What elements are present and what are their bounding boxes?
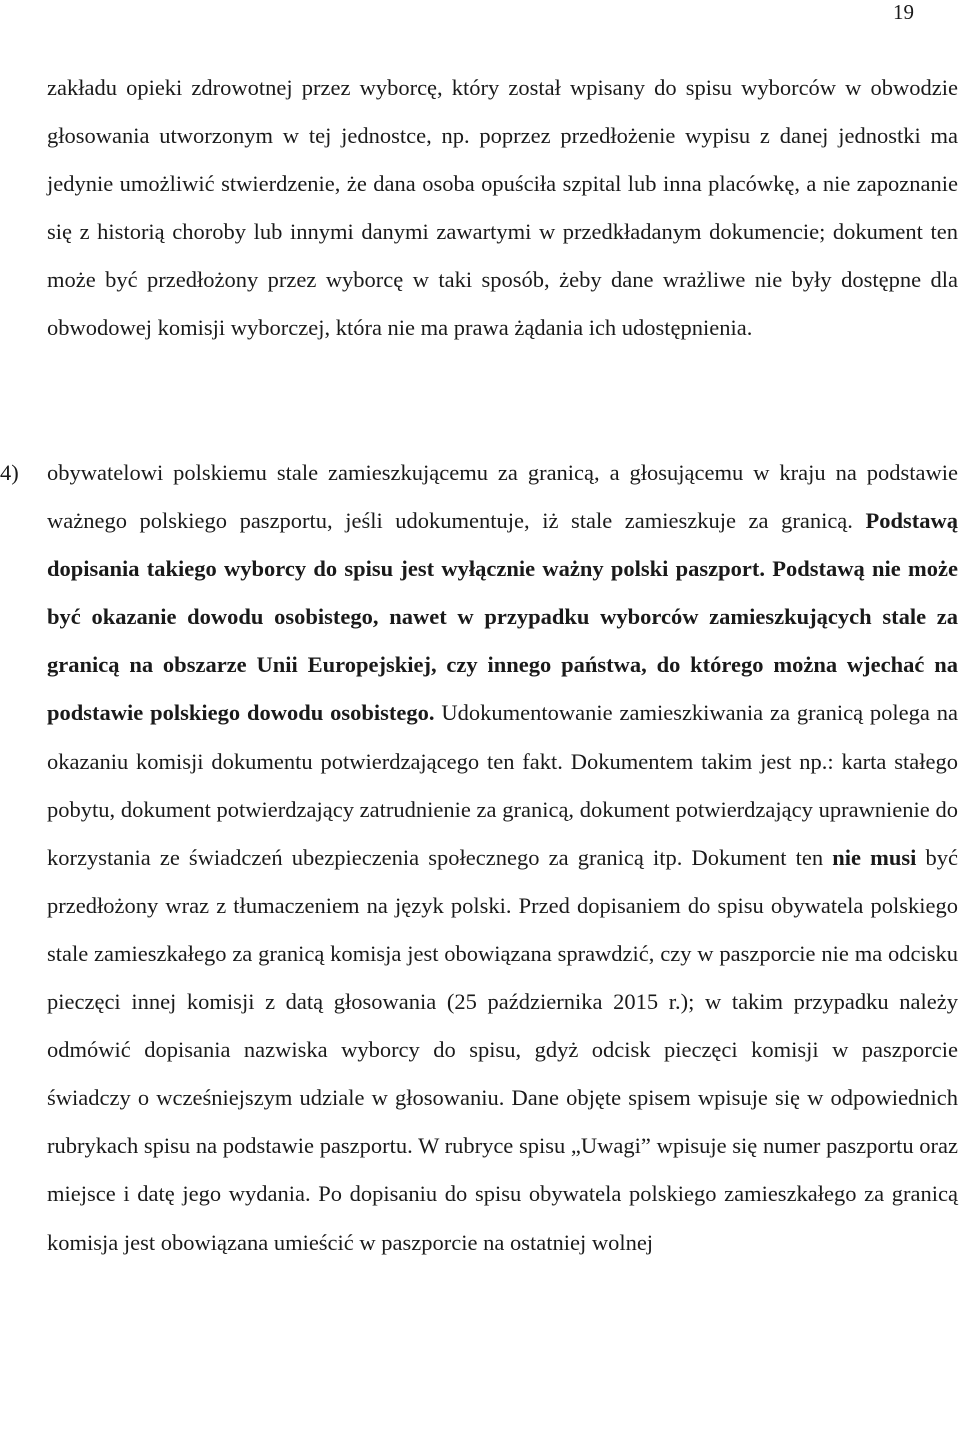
item-4-bold-nie-musi: nie musi (832, 844, 917, 870)
item-4-bold-passport-rule: Podstawą dopisania takiego wyborcy do spisu jest wyłącznie ważny polski paszport. Podstawą nie może być okazanie dowodu osobistego, nawet w przypadku wyborców zamieszkujących stale za granicą na obszarze Unii Europejskiej, czy innego państwa, do którego można wjechać na podstawie polskiego dowodu osobistego. (47, 508, 958, 726)
item-4-text-part2: Udokumentowanie zamieszkiwania za granicą polega na okazaniu komisji dokumentu potwierdzającego ten fakt. Dokumentem takim jest np.: karta stałego pobytu, dokument potwierdzający zatrudnienie za granicą, dokument potwierdzający uprawnienie do korzystania ze świadczeń ubezpieczenia społecznego za granicą itp. Dokument ten (47, 700, 958, 870)
list-item-4-text (47, 449, 958, 1267)
list-item-number: 4) (0, 460, 19, 485)
item-4-text-part1: obywatelowi polskiemu stale zamieszkującemu za granicą, a głosującemu w kraju na podstawie ważnego polskiego paszportu, jeśli udokumentuje, iż stale zamieszkuje za granicą. (47, 460, 958, 534)
continuation-paragraph: zakładu opieki zdrowotnej przez wyborcę, który został wpisany do spisu wyborców w obwodzie głosowania utworzonym w tej jednostce, np. poprzez przedłożenie wypisu z danej jednostki ma jedynie umożliwić stwierdzenie, że dana osoba opuściła szpital lub inna placówkę, a nie zapoznanie się z historią choroby lub innymi danymi zawartymi w przedkładanym dokumencie; dokument ten może być przedłożony przez wyborcę w taki sposób, żeby dane wrażliwe nie były dostępne dla obwodowej komisji wyborczej, która nie ma prawa żądania ich udostępnienia. (47, 75, 958, 341)
item-4-text-part3: być przedłożony wraz z tłumaczeniem na język polski. Przed dopisaniem do spisu obywatela polskiego stale zamieszkałego za granicą komisja jest obowiązana sprawdzić, czy w paszporcie nie ma odcisku pieczęci innej komisji z datą głosowania (25 października 2015 r.); w takim przypadku należy odmówić dopisania nazwiska wyborcy do spisu, gdyż odcisk pieczęci komisji w paszporcie świadczy o wcześniejszym udziale w głosowaniu. Dane objęte spisem wpisuje się w odpowiednich rubrykach spisu na podstawie paszportu. W rubryce spisu „Uwagi” wpisuje się numer paszportu oraz miejsce i datę jego wydania. Po dopisaniu do spisu obywatela polskiego zamieszkałego za granicą komisja jest obowiązana umieścić w paszporcie na ostatniej wolnej (47, 844, 958, 1255)
page-number: 19 (893, 0, 914, 24)
